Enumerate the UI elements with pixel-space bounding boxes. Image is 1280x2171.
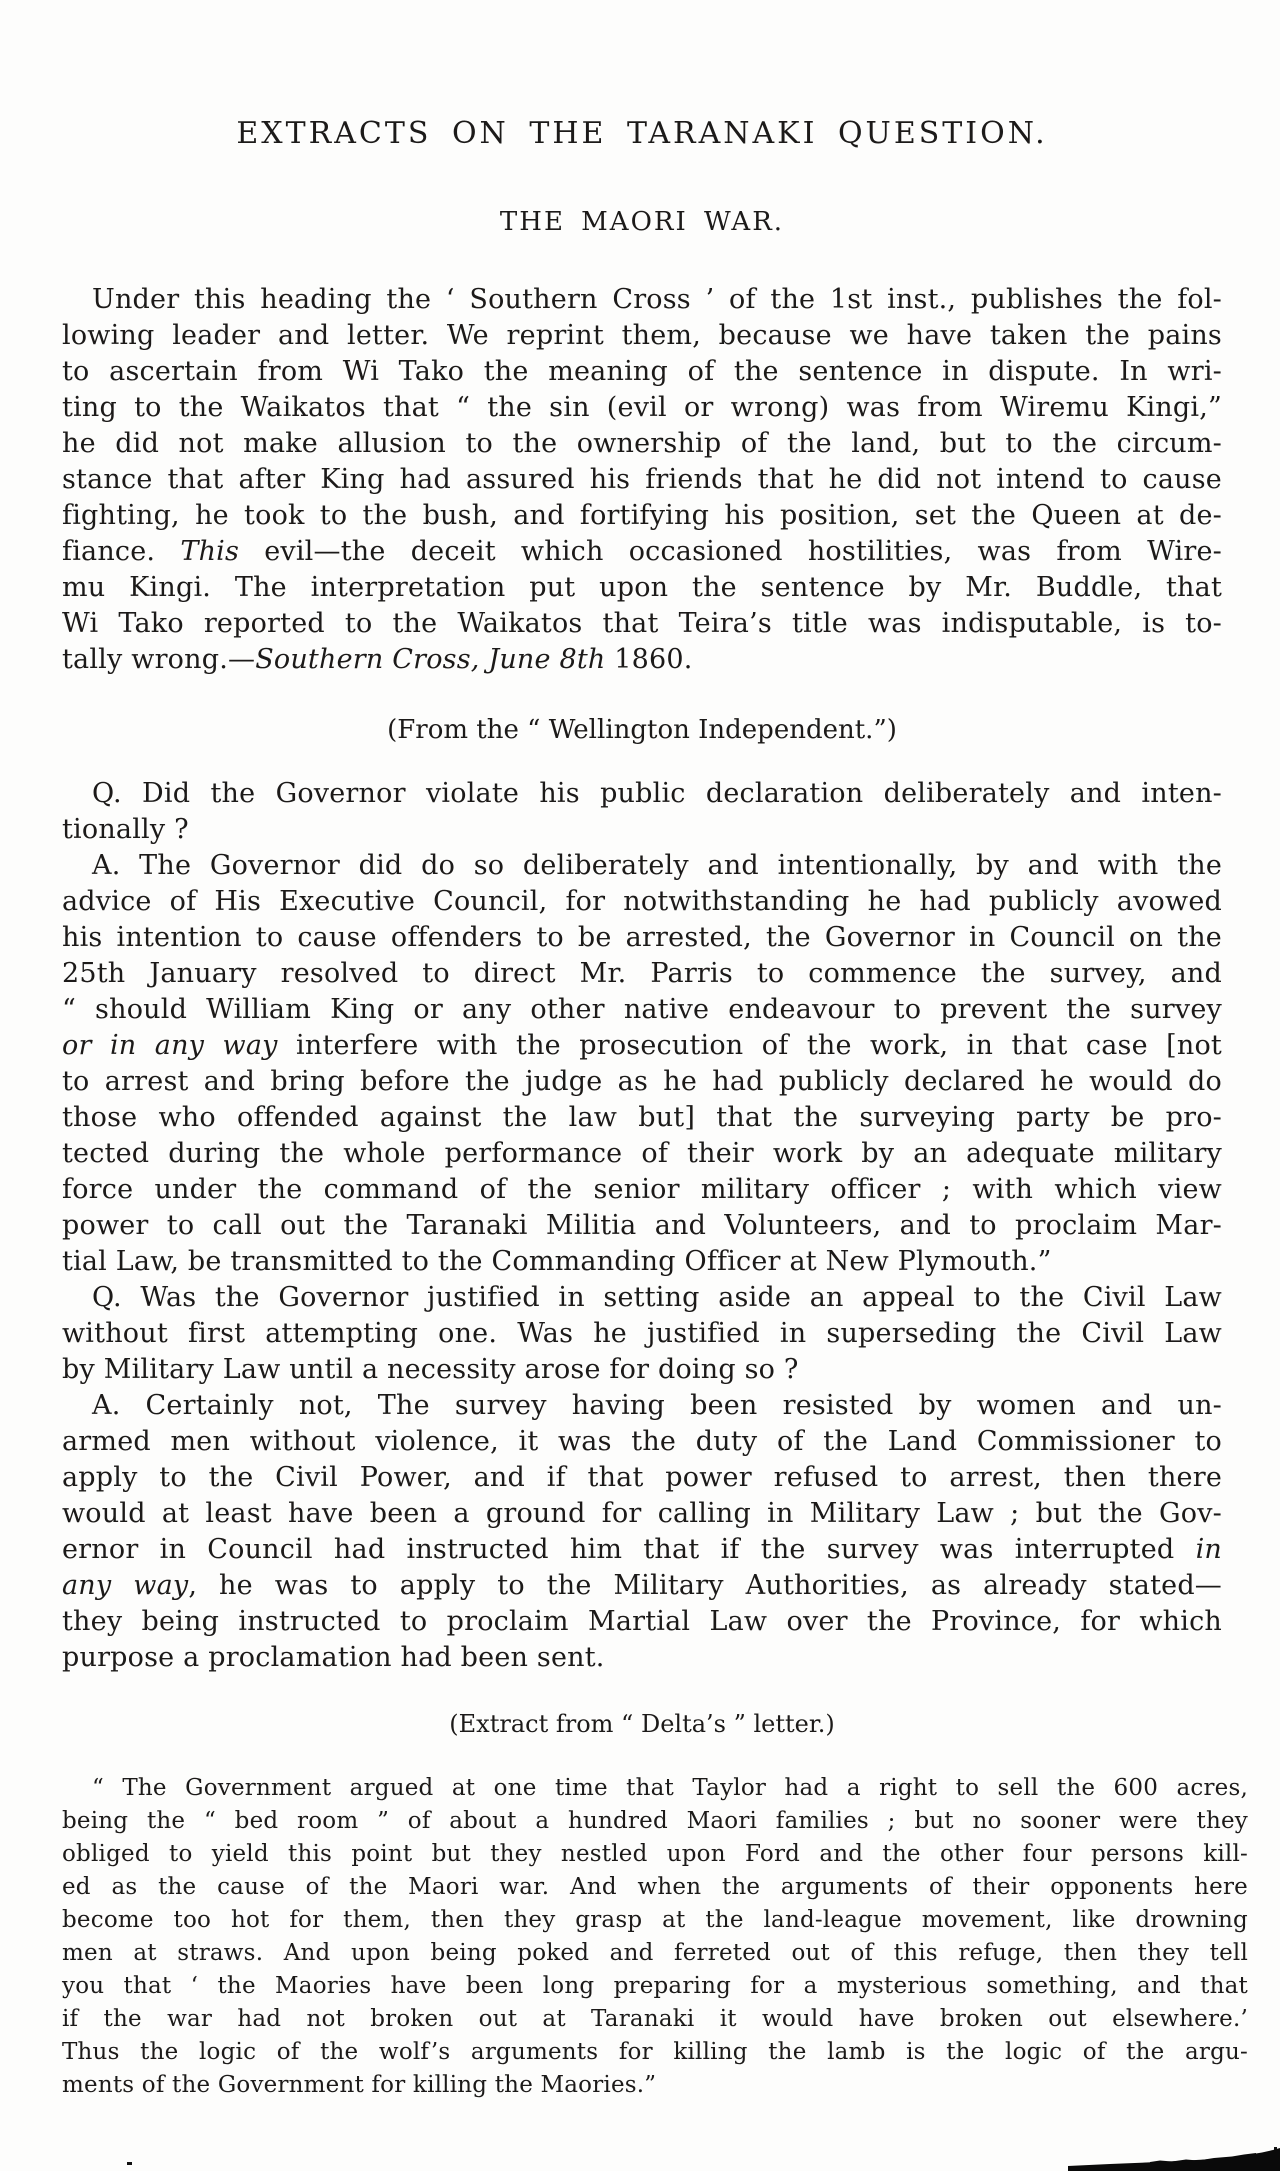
text-segment: fiance. <box>62 536 181 567</box>
text-line <box>62 1028 1222 1064</box>
question-2 <box>62 1280 1222 1388</box>
leader-paragraph <box>62 282 1222 678</box>
italic-text-segment: in <box>1195 1534 1222 1565</box>
text-segment: to ascertain from Wi Tako the meaning of the sentence in dispute. In wri- <box>62 356 1222 387</box>
text-segment: A. The Governor did do so deliberately and intentionally, by and with the <box>92 850 1222 881</box>
text-line <box>62 1496 1222 1532</box>
scan-speck <box>127 2162 132 2165</box>
text-segment: Under this heading the ‘ Southern Cross ’ of the 1st inst., publishes the fol- <box>92 284 1222 315</box>
source-heading-wellington: (From the “ Wellington Independent.”) <box>387 715 897 745</box>
text-segment: 1860. <box>605 644 693 675</box>
text-line <box>62 534 1222 570</box>
answer-2 <box>62 1388 1222 1676</box>
text-segment: apply to the Civil Power, and if that power refused to arrest, then there <box>62 1462 1222 1493</box>
text-line <box>62 1208 1222 1244</box>
text-segment: armed men without violence, it was the duty of the Land Commissioner to <box>62 1426 1222 1457</box>
text-line <box>62 1532 1222 1568</box>
text-line <box>62 1136 1222 1172</box>
text-line <box>62 318 1222 354</box>
text-line <box>62 884 1222 920</box>
text-segment: would at least have been a ground for calling in Military Law ; but the Gov- <box>62 1498 1222 1529</box>
text-segment: Q. Was the Governor justified in setting aside an appeal to the Civil Law <box>92 1282 1222 1313</box>
text-segment: if the war had not broken out at Taranaki it would have broken out elsewhere.’ <box>62 2006 1248 2032</box>
text-segment: ed as the cause of the Maori war. And when the arguments of their opponents here <box>62 1874 1248 1900</box>
text-segment: Wi Tako reported to the Waikatos that Teira’s title was indisputable, is to- <box>62 608 1222 639</box>
delta-extract-paragraph <box>62 1772 1248 2102</box>
text-segment: ting to the Waikatos that “ the sin (evil or wrong) was from Wiremu Kingi,” <box>62 392 1222 423</box>
text-line <box>62 1172 1222 1208</box>
text-line <box>62 1352 1222 1388</box>
text-segment: , he was to apply to the Military Authorities, as already stated— <box>188 1570 1223 1601</box>
text-segment: interfere with the prosecution of the work, in that case [not <box>277 1030 1222 1061</box>
text-line <box>62 1424 1222 1460</box>
text-segment: obliged to yield this point but they nestled upon Ford and the other four persons kill- <box>62 1841 1248 1867</box>
text-segment: he did not make allusion to the ownership of the land, but to the circum- <box>62 428 1222 459</box>
text-line <box>62 2036 1248 2069</box>
source-heading-delta: (Extract from “ Delta’s ” letter.) <box>449 1710 835 1738</box>
text-line <box>62 956 1222 992</box>
answer-1 <box>62 848 1222 1280</box>
text-segment: you that ‘ the Maories have been long preparing for a mysterious something, and that <box>62 1973 1248 1999</box>
text-line <box>62 1388 1222 1424</box>
italic-text-segment: Southern Cross, June 8th <box>255 644 606 675</box>
text-line <box>62 1805 1248 1838</box>
text-segment: lowing leader and letter. We reprint them, because we have taken the pains <box>62 320 1222 351</box>
text-line <box>62 1937 1248 1970</box>
text-line <box>62 2069 1248 2102</box>
text-line <box>62 776 1222 812</box>
text-segment: purpose a proclamation had been sent. <box>62 1642 605 1673</box>
scan-artifact-bottom-edge <box>0 2135 1280 2171</box>
text-line <box>62 920 1222 956</box>
text-line <box>62 498 1222 534</box>
text-line <box>62 812 1222 848</box>
text-segment: by Military Law until a necessity arose for doing so ? <box>62 1354 799 1385</box>
text-line <box>62 570 1222 606</box>
text-segment: force under the command of the senior military officer ; with which view <box>62 1174 1222 1205</box>
page-title: EXTRACTS ON THE TARANAKI QUESTION. <box>236 116 1048 151</box>
italic-text-segment: or in any way <box>62 1030 278 1061</box>
text-line <box>62 1604 1222 1640</box>
text-line <box>62 1244 1222 1280</box>
text-segment: tionally ? <box>62 814 189 845</box>
text-line <box>62 1460 1222 1496</box>
text-line <box>62 1838 1248 1871</box>
text-line <box>62 1280 1222 1316</box>
text-segment: mu Kingi. The interpretation put upon the sentence by Mr. Buddle, that <box>62 572 1222 603</box>
text-segment: ments of the Government for killing the Maories.” <box>62 2072 657 2098</box>
text-segment: without first attempting one. Was he justified in superseding the Civil Law <box>62 1318 1222 1349</box>
text-line <box>62 992 1222 1028</box>
text-segment: being the “ bed room ” of about a hundred Maori families ; but no sooner were they <box>62 1808 1248 1834</box>
text-segment: Thus the logic of the wolf’s arguments for killing the lamb is the logic of the argu- <box>62 2039 1248 2065</box>
text-line <box>62 2003 1248 2036</box>
text-segment: they being instructed to proclaim Martial Law over the Province, for which <box>62 1606 1222 1637</box>
text-line <box>62 1316 1222 1352</box>
text-segment: power to call out the Taranaki Militia and Volunteers, and to proclaim Mar- <box>62 1210 1222 1241</box>
text-line <box>62 1100 1222 1136</box>
text-segment: “ The Government argued at one time that Taylor had a right to sell the 600 acres, <box>92 1775 1248 1801</box>
text-segment: ernor in Council had instructed him that if the survey was interrupted <box>62 1534 1196 1565</box>
text-segment: fighting, he took to the bush, and fortifying his position, set the Queen at de- <box>62 500 1222 531</box>
italic-text-segment: any way <box>62 1570 189 1601</box>
text-line <box>62 1772 1248 1805</box>
text-line <box>62 642 1222 678</box>
text-segment: Q. Did the Governor violate his public declaration deliberately and inten- <box>92 778 1222 809</box>
text-segment: tial Law, be transmitted to the Commanding Officer at New Plymouth.” <box>62 1246 1052 1277</box>
text-segment: tally wrong.— <box>62 644 256 675</box>
text-line <box>62 1640 1222 1676</box>
text-segment: those who offended against the law but] that the surveying party be pro- <box>62 1102 1222 1133</box>
text-line <box>62 606 1222 642</box>
text-segment: to arrest and bring before the judge as he had publicly declared he would do <box>62 1066 1222 1097</box>
text-segment: become too hot for them, then they grasp at the land-league movement, like drowning <box>62 1907 1248 1933</box>
text-line <box>62 1970 1248 2003</box>
text-segment: his intention to cause offenders to be arrested, the Governor in Council on the <box>62 922 1222 953</box>
text-segment: 25th January resolved to direct Mr. Parris to commence the survey, and <box>62 958 1222 989</box>
text-line <box>62 1568 1222 1604</box>
text-segment: tected during the whole performance of their work by an adequate military <box>62 1138 1222 1169</box>
text-segment: A. Certainly not, The survey having been resisted by women and un- <box>92 1390 1222 1421</box>
italic-text-segment: This <box>180 536 240 567</box>
text-line <box>62 426 1222 462</box>
text-line <box>62 1904 1248 1937</box>
text-line <box>62 1064 1222 1100</box>
text-line <box>62 1871 1248 1904</box>
text-segment: men at straws. And upon being poked and ferreted out of this refuge, then they tell <box>62 1940 1248 1966</box>
text-line <box>62 390 1222 426</box>
document-body <box>62 238 1248 2102</box>
text-line <box>62 354 1222 390</box>
text-line <box>62 462 1222 498</box>
text-segment: evil—the deceit which occasioned hostilities, was from Wire- <box>239 536 1223 567</box>
question-1 <box>62 776 1222 848</box>
text-line <box>62 848 1222 884</box>
text-line <box>62 282 1222 318</box>
text-segment: advice of His Executive Council, for notwithstanding he had publicly avowed <box>62 886 1222 917</box>
text-segment: “ should William King or any other native endeavour to prevent the survey <box>62 994 1222 1025</box>
text-segment: stance that after King had assured his friends that he did not intend to cause <box>62 464 1222 495</box>
page-subtitle: THE MAORI WAR. <box>499 207 785 237</box>
